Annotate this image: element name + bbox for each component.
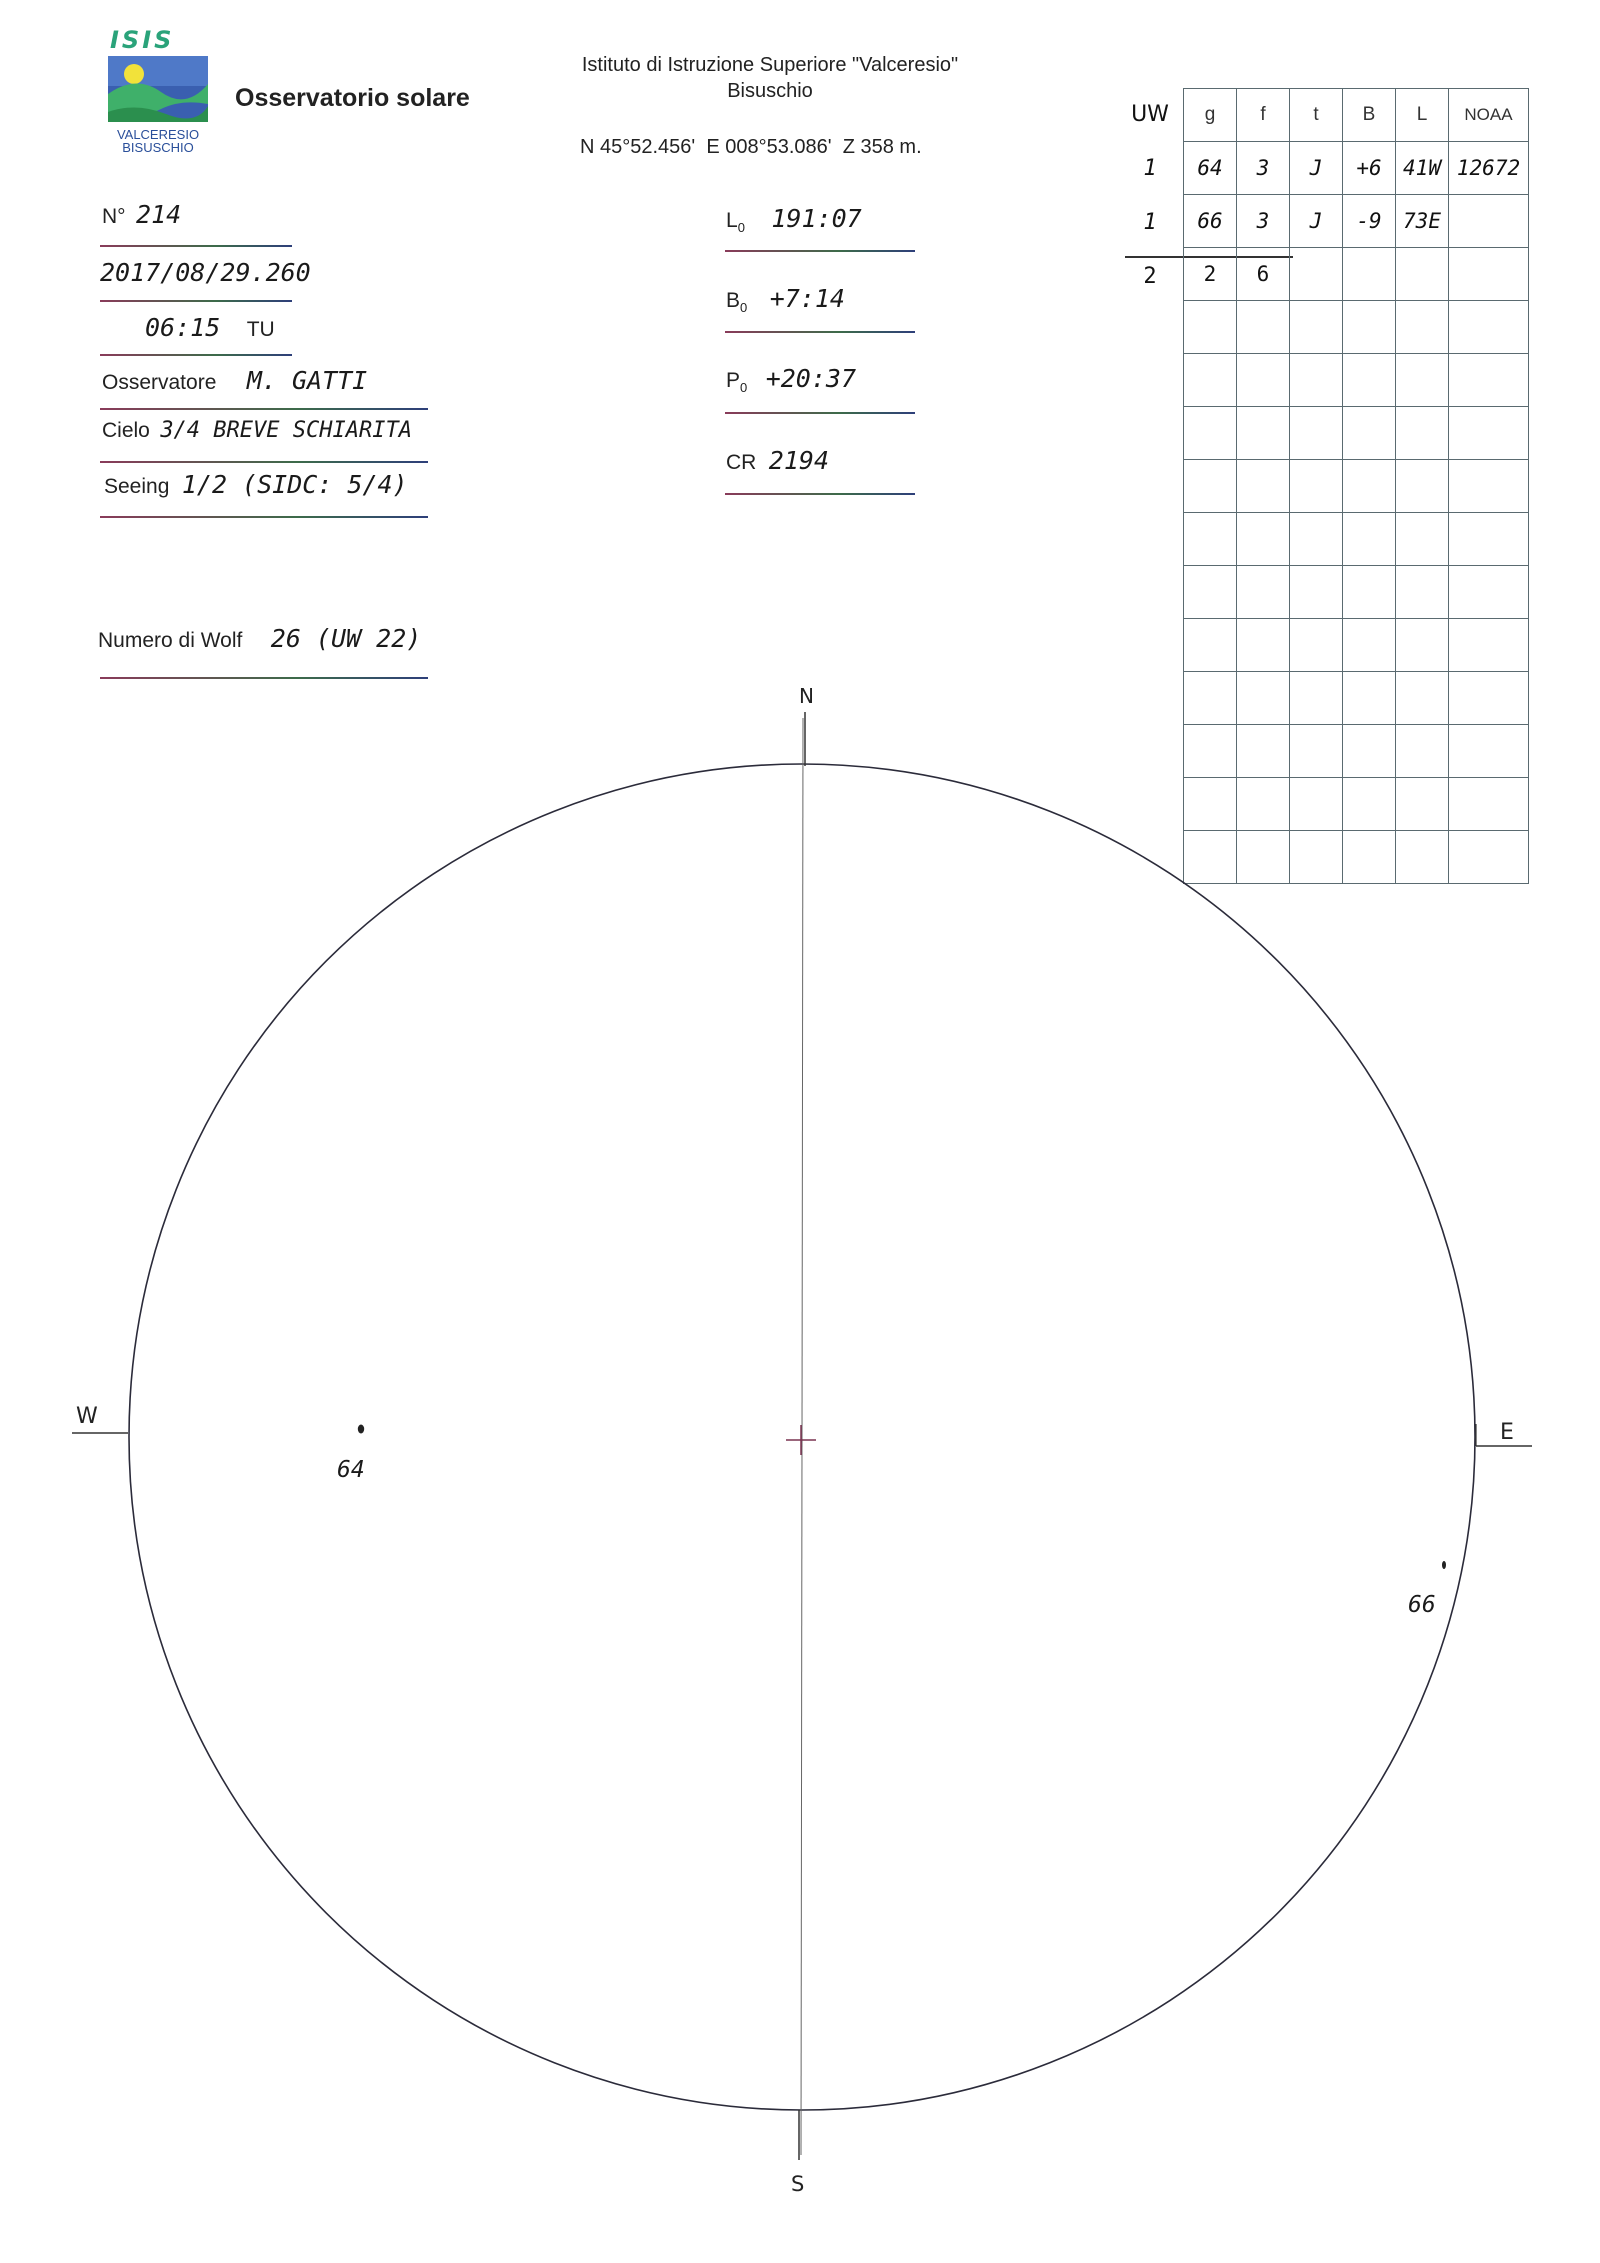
seeing-label: Seeing [104,475,170,498]
observer-field [102,366,367,395]
uw-header: UW [1131,102,1169,127]
polar-axis [801,718,803,2155]
seeing-value: 1/2 (SIDC: 5/4) [181,470,408,499]
sunspot-66 [1442,1561,1446,1569]
table-row [1184,301,1529,354]
table-cell [1396,778,1449,831]
cr-field [726,446,829,475]
seeing-field [104,470,408,499]
table-row [1184,407,1529,460]
table-row [1184,672,1529,725]
uw-value-1: 1 [1143,156,1157,181]
table-cell [1237,407,1290,460]
table-cell [1184,619,1237,672]
table-row [1184,513,1529,566]
table-cell [1396,619,1449,672]
east-label: E [1500,1420,1514,1445]
table-cell [1237,619,1290,672]
table-cell [1449,619,1529,672]
table-cell [1449,407,1529,460]
table-cell: +6 [1343,142,1396,195]
table-cell [1396,672,1449,725]
table-row [1184,142,1529,195]
table-cell [1184,301,1237,354]
table-cell [1343,725,1396,778]
table-cell [1449,195,1529,248]
solar-disk [129,764,1475,2110]
institute-name [530,52,1010,104]
table-cell [1184,831,1237,884]
table-cell [1396,831,1449,884]
institute-line1: Istituto di Istruzione Superiore "Valceresio" [581,54,959,76]
table-cell: 2 [1184,248,1237,301]
table-cell [1290,725,1343,778]
observer-value: M. GATTI [246,366,368,395]
number-label: N° [102,205,126,228]
sunspot-label-64: 64 [337,1457,365,1483]
table-cell [1290,407,1343,460]
col-g: g [1184,89,1237,142]
table-cell [1449,460,1529,513]
table-cell: 41W [1396,142,1449,195]
table-cell [1237,460,1290,513]
date-value: 2017/08/29.260 [100,258,311,287]
table-cell: -9 [1343,195,1396,248]
table-cell [1396,354,1449,407]
table-cell [1290,566,1343,619]
table-cell [1343,831,1396,884]
table-row [1184,725,1529,778]
table-cell [1449,248,1529,301]
table-cell [1290,831,1343,884]
table-cell [1449,301,1529,354]
table-cell: J [1290,195,1343,248]
table-cell [1396,566,1449,619]
col-t: t [1290,89,1343,142]
org-title: Osservatorio solare [235,84,470,112]
table-cell [1343,566,1396,619]
table-cell [1343,248,1396,301]
l0-label: $L_0$ [726,209,745,236]
time-value: 06:15 [145,313,221,342]
table-cell [1290,301,1343,354]
table-row [1184,460,1529,513]
table-cell: 66 [1184,195,1237,248]
sunspot-64 [358,1425,364,1434]
col-L: L [1396,89,1449,142]
table-cell [1396,407,1449,460]
table-cell [1396,301,1449,354]
sky-label: Cielo [102,419,150,442]
table-cell: J [1290,142,1343,195]
p0-field [726,364,856,395]
table-row [1184,195,1529,248]
table-cell [1237,301,1290,354]
table-cell [1237,725,1290,778]
north-label: N [799,684,814,708]
logo-mark: ISIS [110,26,175,54]
table-cell [1184,407,1237,460]
time-field [145,313,275,342]
table-cell [1184,778,1237,831]
b0-label: $B_0$ [726,289,748,316]
table-cell [1343,407,1396,460]
table-cell [1290,778,1343,831]
table-cell [1343,460,1396,513]
table-cell [1449,725,1529,778]
table-cell [1290,619,1343,672]
b0-field [726,284,845,315]
table-cell [1343,672,1396,725]
col-f: f [1237,89,1290,142]
table-cell [1343,619,1396,672]
table-row [1184,619,1529,672]
west-label: W [76,1404,98,1429]
uw-value-total: 2 [1143,264,1157,289]
table-cell [1449,672,1529,725]
table-cell [1290,513,1343,566]
table-cell [1237,354,1290,407]
table-cell [1343,778,1396,831]
table-cell [1237,566,1290,619]
cr-label: CR [726,451,757,474]
table-row [1184,778,1529,831]
table-cell [1290,248,1343,301]
table-cell: 6 [1237,248,1290,301]
coordinates: N 45°52.456' E 008°53.086' Z 358 m. [580,136,922,158]
wolf-label: Numero di Wolf [98,629,243,652]
b0-value: +7:14 [769,284,845,313]
institute-line2: Bisuschio [727,80,813,102]
observer-label: Osservatore [102,371,217,394]
table-cell [1396,725,1449,778]
p0-value: +20:37 [765,364,857,393]
logo-line2: BISUSCHIO [122,140,194,155]
table-cell [1184,354,1237,407]
table-cell [1449,513,1529,566]
table-cell [1290,460,1343,513]
table-row [1184,831,1529,884]
table-row [1184,354,1529,407]
table-cell [1343,354,1396,407]
wolf-field [98,624,421,653]
p0-label: $P_0$ [726,369,748,396]
table-cell [1184,460,1237,513]
table-cell [1237,778,1290,831]
number-field [102,200,181,229]
wolf-value: 26 (UW 22) [270,624,422,653]
col-B: B [1343,89,1396,142]
l0-field [726,204,862,235]
table-cell [1396,460,1449,513]
sky-value: 3/4 BREVE SCHIARITA [160,418,412,443]
table-cell [1237,513,1290,566]
table-cell: 12672 [1449,142,1529,195]
table-row [1184,566,1529,619]
table-cell: 3 [1237,142,1290,195]
sky-field [102,418,412,443]
col-noaa: NOAA [1449,89,1529,142]
logo-line1: VALCERESIO [116,127,200,142]
table-cell [1184,566,1237,619]
table-cell [1184,672,1237,725]
table-cell [1184,725,1237,778]
table-row [1184,248,1529,301]
table-cell [1343,301,1396,354]
group-table [1183,88,1529,884]
south-label: S [791,2172,805,2196]
logo [104,26,216,161]
table-cell: 3 [1237,195,1290,248]
l0-value: 191:07 [771,204,862,233]
cr-value: 2194 [768,446,830,475]
table-cell [1237,672,1290,725]
table-cell [1449,831,1529,884]
number-value: 214 [136,200,182,229]
table-cell [1396,248,1449,301]
logo-emblem-icon [106,54,210,124]
table-cell: 73E [1396,195,1449,248]
time-suffix: TU [246,318,275,341]
table-cell [1184,513,1237,566]
table-cell [1449,566,1529,619]
table-cell [1237,831,1290,884]
table-cell [1290,672,1343,725]
table-cell: 64 [1184,142,1237,195]
table-cell [1396,513,1449,566]
uw-value-2: 1 [1143,210,1157,235]
table-cell [1449,354,1529,407]
table-cell [1343,513,1396,566]
group-table-header [1184,89,1529,142]
table-cell [1290,354,1343,407]
sunspot-label-66: 66 [1408,1592,1436,1618]
table-cell [1449,778,1529,831]
